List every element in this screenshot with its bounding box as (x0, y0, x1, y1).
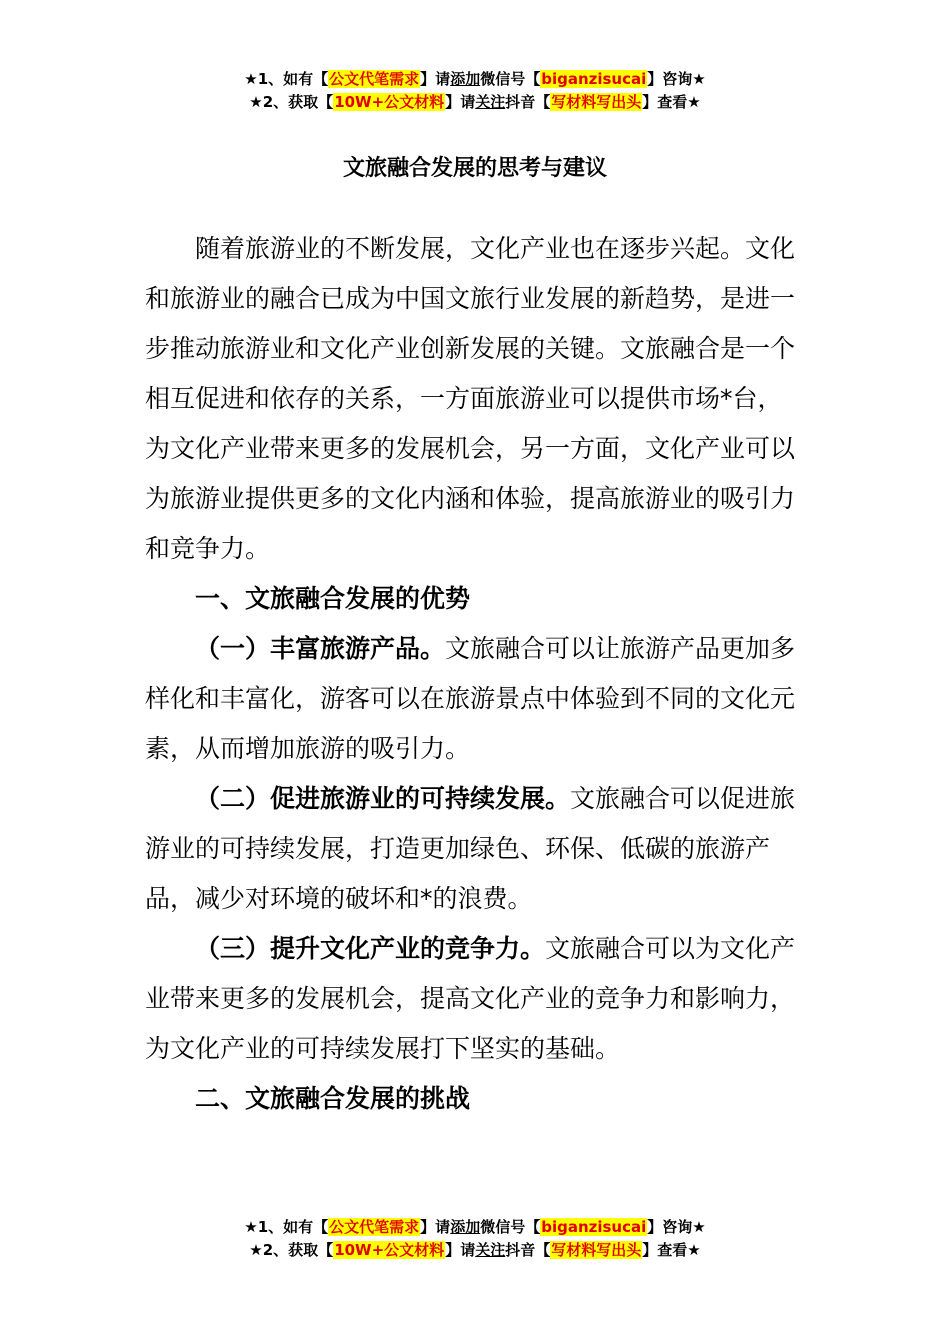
item-lead: （三）提升文化产业的竞争力。 (195, 934, 546, 963)
highlight-wechat-id: biganzisucai (541, 70, 647, 88)
list-item (145, 774, 800, 924)
intro-paragraph: 随着旅游业的不断发展，文化产业也在逐步兴起。文化和旅游业的融合已成为中国文旅行业发展的新趋势，是进一步推动旅游业和文化产业创新发展的关键。文旅融合是一个相互促进和依存的关系，一方面旅游业可以提供市场*台，为文化产业带来更多的发展机会，另一方面，文化产业可以为旅游业提供更多的文化内涵和体验，提高旅游业的吸引力和竞争力。 (145, 234, 796, 563)
header-banner (0, 68, 950, 114)
item-lead: （一）丰富旅游产品。 (195, 634, 446, 663)
highlight-materials: 10W+公文材料 (334, 1241, 445, 1259)
highlight-service: 公文代笔需求 (329, 70, 420, 88)
banner-line-1: ★1、如有【公文代笔需求】请添加微信号【biganzisucai】咨询★ (244, 1218, 706, 1236)
section-heading: 一、文旅融合发展的优势 (195, 584, 471, 613)
page-title: 文旅融合发展的思考与建议 (342, 156, 607, 181)
highlight-wechat-id: biganzisucai (541, 1218, 647, 1236)
item-text: 文旅融合可以让旅游产品更加多样化和丰富化，游客可以在旅游景点中体验到不同的文化元素，从而增加旅游的吸引力。 (145, 634, 796, 763)
item-lead: （二）促进旅游业的可持续发展。 (195, 784, 571, 813)
list-item (145, 924, 800, 1074)
highlight-materials: 10W+公文材料 (334, 93, 445, 111)
item-text: 文旅融合可以促进旅游业的可持续发展，打造更加绿色、环保、低碳的旅游产品，减少对环境的破坏和*的浪费。 (145, 784, 796, 913)
item-text: 文旅融合可以为文化产业带来更多的发展机会，提高文化产业的竞争力和影响力，为文化产业的可持续发展打下坚实的基础。 (145, 934, 796, 1063)
highlight-douyin-id: 写材料写出头 (551, 93, 642, 111)
banner-line-2: ★2、获取【10W+公文材料】请关注抖音【写材料写出头】查看★ (249, 1241, 701, 1259)
highlight-douyin-id: 写材料写出头 (551, 1241, 642, 1259)
highlight-service: 公文代笔需求 (329, 1218, 420, 1236)
list-item (145, 624, 800, 774)
document-body (145, 224, 800, 1124)
banner-line-2: ★2、获取【10W+公文材料】请关注抖音【写材料写出头】查看★ (249, 93, 701, 111)
footer-banner (0, 1216, 950, 1262)
section-heading: 二、文旅融合发展的挑战 (195, 1084, 471, 1113)
banner-line-1: ★1、如有【公文代笔需求】请添加微信号【biganzisucai】咨询★ (244, 70, 706, 88)
